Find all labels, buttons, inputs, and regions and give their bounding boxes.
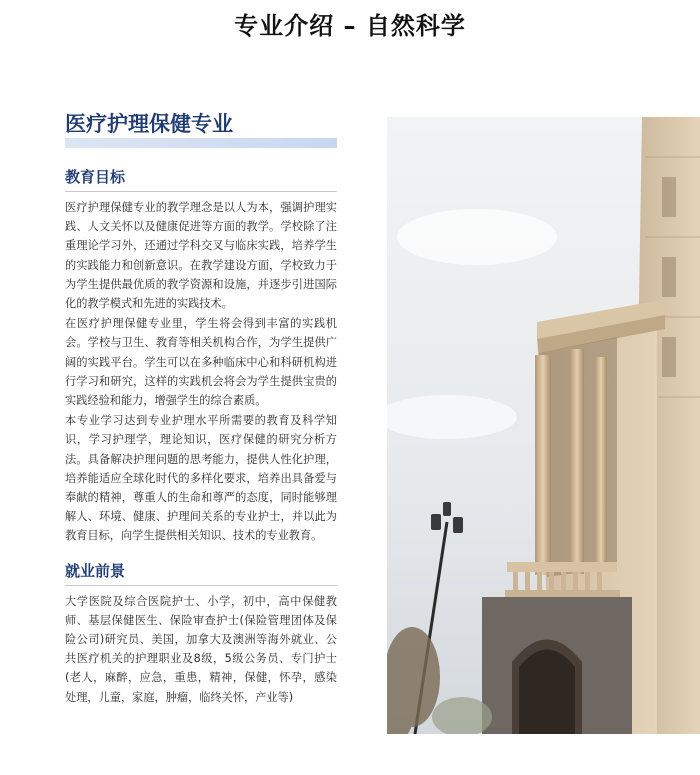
- section-heading-careers: 就业前景: [65, 560, 337, 586]
- building-photo: [387, 117, 700, 734]
- section-heading-goals: 教育目标: [65, 166, 337, 192]
- building-illustration: [387, 117, 700, 734]
- content-column: [65, 108, 337, 707]
- careers-paragraph: 大学医院及综合医院护士、小学，初中，高中保健教师、基层保健医生、保险审查护士(保险管理团体及保险公司)研究员、美国，加拿大及澳洲等海外就业、公共医疗机关的护理职业及8级，5级公务员、专门护士(老人，麻醉，应急，重患，精神，保健，怀孕，感染处理，儿童，家庭，肿瘤，临终关怀，产业等): [65, 594, 337, 704]
- page-title: 专业介绍 – 自然科学: [234, 12, 466, 40]
- goals-paragraph-1: 医疗护理保健专业的教学理念是以人为本，强调护理实践、人文关怀以及健康促进等方面的教学。学校除了注重理论学习外，还通过学科交叉与临床实践，培养学生的实践能力和创新意识。在教学建设方面，学校致力于为学生提供最优质的教学资源和设施，并逐步引进国际化的教学模式和先进的实践技术。: [65, 201, 337, 311]
- goals-paragraph-2: 在医疗护理保健专业里，学生将会得到丰富的实践机会。学校与卫生、教育等相关机构合作，为学生提供广阔的实践平台。学生可以在多种临床中心和科研机构进行学习和研究，这样的实践机会将会为学生提供宝贵的实践经验和能力，增强学生的综合素质。: [65, 317, 337, 408]
- goals-paragraph-3: 本专业学习达到专业护理水平所需要的教育及科学知识，学习护理学，理论知识，医疗保健的研究分析方法。具备解决护理问题的思考能力，提供人性化护理，培养能适应全球化时代的多样化要求，培养出具备爱与奉献的精神，尊重人的生命和尊严的态度，同时能够理解人、环境、健康、护理间关系的专业护士，并以此为教育目标，向学生提供相关知识、技术的专业教育。: [65, 414, 337, 543]
- major-title: 医疗护理保健专业: [65, 108, 337, 142]
